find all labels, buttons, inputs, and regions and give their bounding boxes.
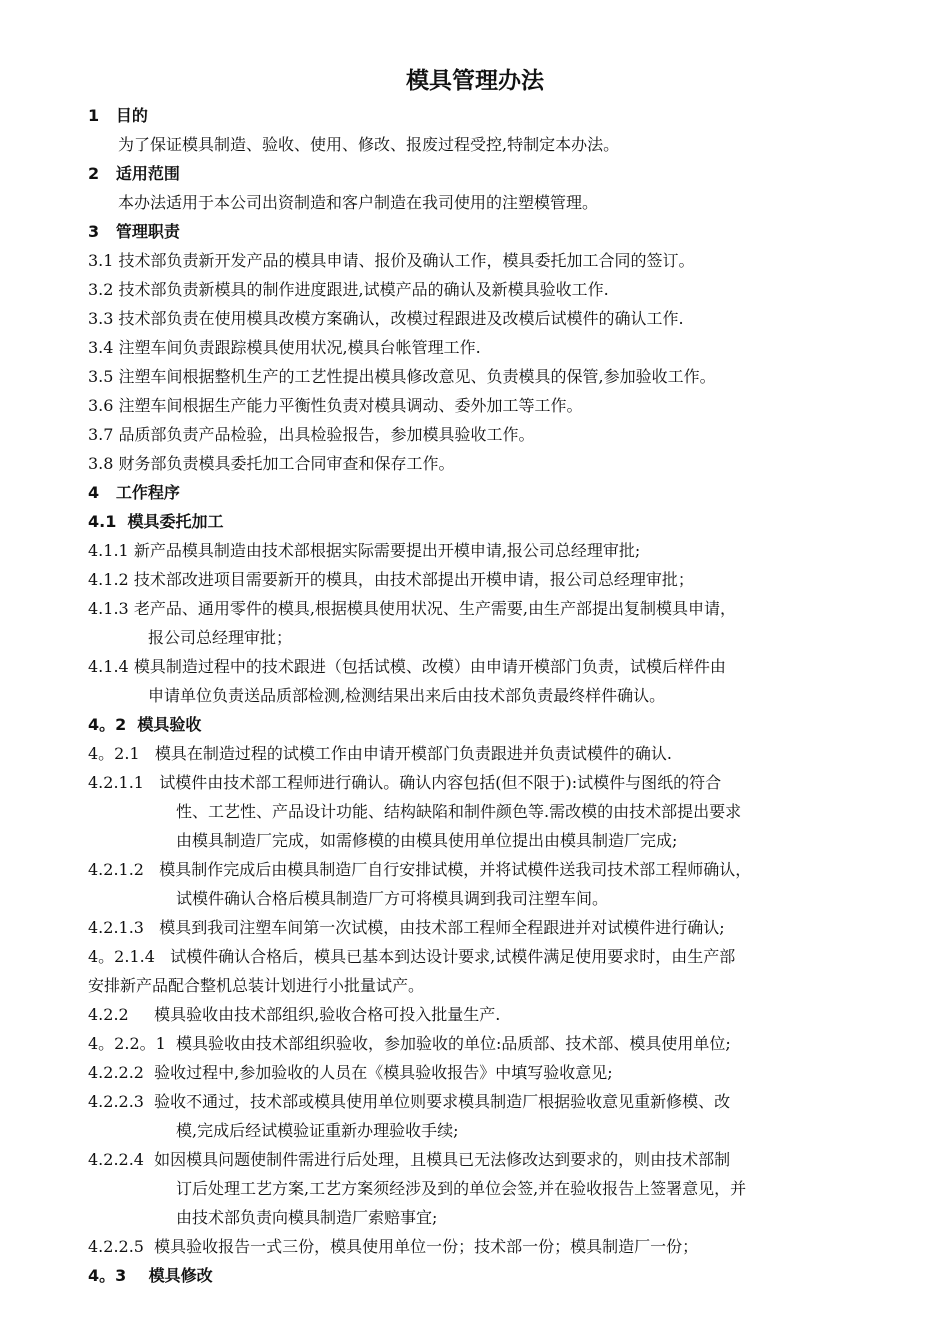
item-continuation: 报公司总经理审批； — [148, 628, 293, 647]
item-continuation: 模,完成后经试模验证重新办理验收手续; — [176, 1121, 459, 1140]
item-number: 4.2.1.2 — [88, 860, 144, 879]
item-number: 4。2.2。1 — [88, 1034, 166, 1053]
list-item — [88, 338, 481, 358]
item-number: 4.2.2.5 — [88, 1237, 144, 1256]
item-text: 模具制造过程中的技术跟进（包括试模、改模）由申请开模部门负责，试模后样件由 — [133, 657, 726, 676]
item-text: 模具在制造过程的试模工作由申请开模部门负责跟进并负责试模件的确认. — [154, 744, 672, 763]
list-item — [88, 918, 725, 938]
item-number: 4.2.2.2 — [88, 1063, 144, 1082]
subsection-4-3-heading — [88, 1266, 213, 1286]
section-number: 1 — [88, 106, 100, 125]
list-item — [88, 1005, 500, 1025]
list-item — [88, 454, 455, 474]
list-item — [88, 1150, 730, 1170]
item-number: 3.4 — [88, 338, 114, 357]
item-number: 4.2.2.3 — [88, 1092, 144, 1111]
item-text: 模具制作完成后由模具制造厂自行安排试模，并将试模件送我司技术部工程师确认， — [159, 860, 752, 879]
paragraph: 为了保证模具制造、验收、使用、修改、报废过程受控,特制定本办法。 — [118, 135, 620, 154]
section-4-heading — [88, 483, 180, 503]
list-item — [88, 773, 721, 793]
item-number: 4.1.3 — [88, 599, 129, 618]
item-text: 技术部改进项目需要新开的模具，由技术部提出开模申请，报公司总经理审批； — [133, 570, 694, 589]
item-continuation: 由模具制造厂完成，如需修模的由模具使用单位提出由模具制造厂完成; — [176, 831, 678, 850]
list-item — [88, 860, 751, 880]
section-number: 4。3 — [88, 1266, 127, 1285]
section-number: 2 — [88, 164, 100, 183]
item-number: 3.7 — [88, 425, 114, 444]
section-title: 模具验收 — [137, 715, 202, 734]
list-item — [88, 396, 583, 416]
item-text: 试模件确认合格后，模具已基本到达设计要求,试模件满足使用要求时，由生产部 — [170, 947, 736, 966]
section-title: 目的 — [115, 106, 148, 125]
item-text: 技术部负责新模具的制作进度跟进,试模产品的确认及新模具验收工作. — [118, 280, 609, 299]
item-number: 4.2.1.3 — [88, 918, 144, 937]
list-item — [88, 309, 684, 329]
section-2-heading — [88, 164, 180, 184]
section-number: 3 — [88, 222, 100, 241]
item-text: 模具到我司注塑车间第一次试模，由技术部工程师全程跟进并对试模件进行确认; — [159, 918, 725, 937]
list-item — [88, 570, 694, 590]
section-title: 工作程序 — [115, 483, 180, 502]
item-text: 老产品、通用零件的模具,根据模具使用状况、生产需要,由生产部提出复制模具申请， — [133, 599, 736, 618]
item-number: 3.3 — [88, 309, 114, 328]
section-3-heading — [88, 222, 180, 242]
list-item — [88, 251, 695, 271]
list-item — [88, 744, 672, 764]
item-number: 3.2 — [88, 280, 114, 299]
item-number: 4.1.4 — [88, 657, 129, 676]
item-number: 4.1.2 — [88, 570, 129, 589]
item-number: 3.1 — [88, 251, 114, 270]
item-number: 4.2.1.1 — [88, 773, 144, 792]
list-item — [88, 1063, 613, 1083]
item-continuation: 安排新产品配合整机总装计划进行小批量试产。 — [88, 976, 425, 995]
list-item — [88, 947, 735, 967]
list-item — [88, 599, 736, 619]
item-text: 如因模具问题使制件需进行后处理，且模具已无法修改达到要求的，则由技术部制 — [154, 1150, 731, 1169]
item-number: 4。2.1 — [88, 744, 140, 763]
item-continuation: 性、工艺性、产品设计功能、结构缺陷和制件颜色等.需改模的由技术部提出要求 — [176, 802, 742, 821]
subsection-4-1-heading — [88, 512, 224, 532]
list-item — [88, 1092, 730, 1112]
item-continuation: 订后处理工艺方案,工艺方案须经涉及到的单位会签,并在验收报告上签署意见，并 — [176, 1179, 747, 1198]
section-title: 管理职责 — [115, 222, 180, 241]
page-title: 模具管理办法 — [406, 68, 544, 94]
list-item — [88, 280, 609, 300]
item-number: 4.2.2 — [88, 1005, 129, 1024]
item-text: 试模件由技术部工程师进行确认。确认内容包括(但不限于):试模件与图纸的符合 — [159, 773, 722, 792]
item-text: 模具验收由技术部组织验收，参加验收的单位:品质部、技术部、模具使用单位; — [175, 1034, 731, 1053]
subsection-4-2-heading — [88, 715, 201, 735]
item-text: 注塑车间根据生产能力平衡性负责对模具调动、委外加工等工作。 — [118, 396, 583, 415]
paragraph: 本办法适用于本公司出资制造和客户制造在我司使用的注塑模管理。 — [118, 193, 599, 212]
item-text: 模具验收由技术部组织,验收合格可投入批量生产. — [154, 1005, 501, 1024]
item-continuation: 试模件确认合格后模具制造厂方可将模具调到我司注塑车间。 — [176, 889, 609, 908]
item-text: 注塑车间负责跟踪模具使用状况,模具台帐管理工作. — [118, 338, 481, 357]
item-number: 4。2.1.4 — [88, 947, 155, 966]
item-continuation: 申请单位负责送品质部检测,检测结果出来后由技术部负责最终样件确认。 — [148, 686, 666, 705]
list-item — [88, 367, 716, 387]
item-number: 4.2.2.4 — [88, 1150, 144, 1169]
list-item — [88, 657, 726, 677]
list-item — [88, 1237, 698, 1257]
item-text: 品质部负责产品检验，出具检验报告，参加模具验收工作。 — [118, 425, 535, 444]
item-text: 技术部负责在使用模具改模方案确认，改模过程跟进及改模后试模件的确认工作. — [118, 309, 684, 328]
item-continuation: 由技术部负责向模具制造厂索赔事宜; — [176, 1208, 438, 1227]
item-number: 3.5 — [88, 367, 114, 386]
section-title: 模具修改 — [148, 1266, 213, 1285]
section-number: 4 — [88, 483, 100, 502]
item-number: 3.6 — [88, 396, 114, 415]
item-text: 注塑车间根据整机生产的工艺性提出模具修改意见、负责模具的保管,参加验收工作。 — [118, 367, 716, 386]
list-item — [88, 541, 640, 561]
list-item — [88, 425, 535, 445]
section-number: 4.1 — [88, 512, 117, 531]
item-text: 验收不通过，技术部或模具使用单位则要求模具制造厂根据验收意见重新修模、改 — [154, 1092, 731, 1111]
section-number: 4。2 — [88, 715, 127, 734]
section-1-heading — [88, 106, 148, 126]
list-item — [88, 1034, 731, 1054]
section-title: 模具委托加工 — [127, 512, 224, 531]
item-text: 技术部负责新开发产品的模具申请、报价及确认工作，模具委托加工合同的签订。 — [118, 251, 695, 270]
item-text: 新产品模具制造由技术部根据实际需要提出开模申请,报公司总经理审批; — [133, 541, 641, 560]
item-text: 模具验收报告一式三份，模具使用单位一份；技术部一份；模具制造厂一份； — [154, 1237, 699, 1256]
item-text: 验收过程中,参加验收的人员在《模具验收报告》中填写验收意见; — [154, 1063, 613, 1082]
item-number: 4.1.1 — [88, 541, 129, 560]
item-text: 财务部负责模具委托加工合同审查和保存工作。 — [118, 454, 455, 473]
section-title: 适用范围 — [115, 164, 180, 183]
item-number: 3.8 — [88, 454, 114, 473]
